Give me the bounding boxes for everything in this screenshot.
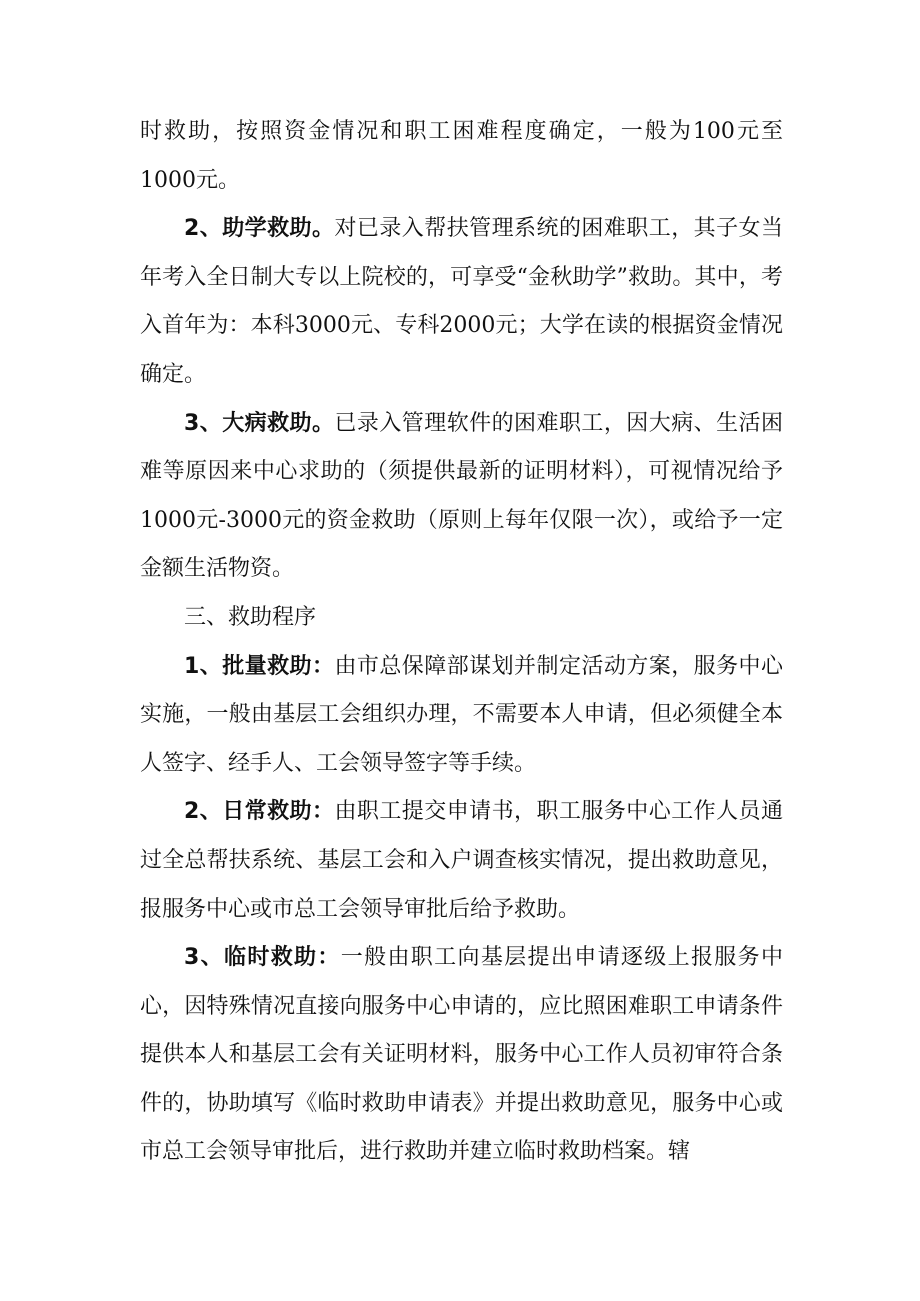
paragraph-continuation [140, 108, 783, 205]
paragraph-body: 时救助，按照资金情况和职工困难程度确定，一般为100元至1000元。 [140, 119, 783, 193]
paragraph-heading: 3、大病救助。 [184, 410, 335, 436]
paragraph-study-aid [140, 205, 783, 399]
paragraph-temporary-aid [140, 934, 783, 1177]
paragraph-heading: 1、批量救助： [184, 653, 335, 679]
paragraph-body: 一般由职工向基层提出申请逐级上报服务中心，因特殊情况直接向服务中心申请的，应比照困难职工申请条件提供本人和基层工会有关证明材料，服务中心工作人员初审符合条件的，协助填写《临时救助申请表》并提出救助意见，服务中心或市总工会领导审批后，进行救助并建立临时救助档案。辖 [140, 945, 783, 1165]
document-body [140, 108, 783, 1177]
paragraph-heading: 2、日常救助： [184, 799, 335, 825]
section-heading-text: 三、救助程序 [184, 604, 317, 630]
paragraph-heading: 2、助学救助。 [184, 216, 335, 242]
paragraph-batch-aid [140, 643, 783, 789]
paragraph-body: 对已录入帮扶管理系统的困难职工，其子女当年考入全日制大专以上院校的，可享受“金秋助学”救助。其中，考入首年为：本科3000元、专科2000元；大学在读的根据资金情况确定。 [140, 216, 783, 387]
paragraph-body: 已录入管理软件的困难职工，因大病、生活困难等原因来中心求助的（须提供最新的证明材料），可视情况给予1000元-3000元的资金救助（原则上每年仅限一次），或给予一定金额生活物资。 [140, 410, 783, 582]
paragraph-daily-aid [140, 788, 783, 934]
paragraph-body: 由职工提交申请书，职工服务中心工作人员通过全总帮扶系统、基层工会和入户调查核实情况，提出救助意见，报服务中心或市总工会领导审批后给予救助。 [140, 799, 783, 922]
section-heading [140, 594, 783, 643]
paragraph-illness-aid [140, 400, 783, 594]
paragraph-body: 由市总保障部谋划并制定活动方案，服务中心实施，一般由基层工会组织办理，不需要本人申请，但必须健全本人签字、经手人、工会领导签字等手续。 [140, 653, 783, 776]
paragraph-heading: 3、临时救助： [184, 945, 341, 971]
